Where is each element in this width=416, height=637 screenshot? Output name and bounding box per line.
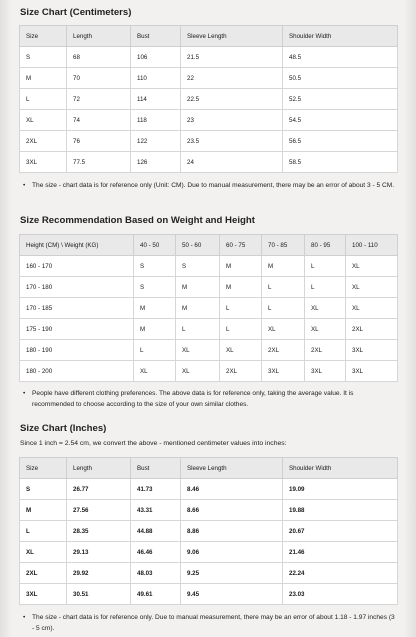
table-cell: 9.06 bbox=[181, 542, 283, 563]
col-header: 50 - 60 bbox=[176, 235, 220, 256]
recommendation-note-text: People have different clothing preferences. The above data is for reference only, taking the average value. It is recommended to choose according to the size of your own similar clothes. bbox=[32, 390, 354, 408]
table-cell: 29.92 bbox=[67, 563, 131, 584]
table-cell: L bbox=[305, 277, 346, 298]
table-cell: 72 bbox=[67, 89, 131, 110]
table-cell: L bbox=[134, 340, 176, 361]
table-row bbox=[20, 47, 398, 68]
table-cell: 21.46 bbox=[283, 542, 398, 563]
table-cell: 30.51 bbox=[67, 584, 131, 605]
col-header: 100 - 110 bbox=[346, 235, 398, 256]
table-cell: 58.5 bbox=[283, 152, 398, 173]
table-cell: 48.5 bbox=[283, 47, 398, 68]
table-cell: L bbox=[262, 298, 305, 319]
table-row bbox=[20, 479, 398, 500]
table-cell: 2XL bbox=[20, 563, 67, 584]
table-cell: 170 - 185 bbox=[20, 298, 134, 319]
table-cell: 2XL bbox=[305, 340, 346, 361]
table-cell: 68 bbox=[67, 47, 131, 68]
col-header: 70 - 85 bbox=[262, 235, 305, 256]
col-header: Bust bbox=[131, 458, 181, 479]
table-cell: 41.73 bbox=[131, 479, 181, 500]
table-cell: M bbox=[134, 298, 176, 319]
col-header: Sleeve Length bbox=[181, 458, 283, 479]
table-cell: L bbox=[305, 256, 346, 277]
inch-chart-title: Size Chart (Inches) bbox=[20, 423, 107, 434]
table-cell: 110 bbox=[131, 68, 181, 89]
table-row bbox=[20, 110, 398, 131]
table-cell: 9.25 bbox=[181, 563, 283, 584]
table-cell: S bbox=[134, 277, 176, 298]
table-row bbox=[20, 542, 398, 563]
table-cell: XL bbox=[176, 361, 220, 382]
bullet-icon: • bbox=[23, 390, 26, 397]
table-cell: L bbox=[20, 521, 67, 542]
table-cell: L bbox=[220, 298, 262, 319]
table-cell: L bbox=[20, 89, 67, 110]
cm-note-text: The size - chart data is for reference only (Unit: CM). Due to manual measurement, there may be an error of about 3 - 5 CM. bbox=[32, 182, 395, 189]
recommendation-table-body bbox=[20, 256, 398, 382]
col-header: 60 - 75 bbox=[220, 235, 262, 256]
table-cell: 22.5 bbox=[181, 89, 283, 110]
table-cell: M bbox=[220, 256, 262, 277]
table-cell: S bbox=[20, 479, 67, 500]
col-header: 40 - 50 bbox=[134, 235, 176, 256]
table-cell: 3XL bbox=[346, 361, 398, 382]
table-cell: 19.09 bbox=[283, 479, 398, 500]
table-cell: 114 bbox=[131, 89, 181, 110]
table-cell: 29.13 bbox=[67, 542, 131, 563]
table-cell: 56.5 bbox=[283, 131, 398, 152]
table-cell: 28.35 bbox=[67, 521, 131, 542]
table-row bbox=[20, 521, 398, 542]
table-cell: 3XL bbox=[20, 584, 67, 605]
table-row bbox=[20, 563, 398, 584]
table-row bbox=[20, 256, 398, 277]
table-cell: 122 bbox=[131, 131, 181, 152]
recommendation-note bbox=[24, 389, 396, 410]
table-cell: 160 - 170 bbox=[20, 256, 134, 277]
col-header: Length bbox=[67, 458, 131, 479]
table-cell: 43.31 bbox=[131, 500, 181, 521]
table-row bbox=[20, 298, 398, 319]
table-cell: 2XL bbox=[220, 361, 262, 382]
table-cell: 23 bbox=[181, 110, 283, 131]
col-header: Shoulder Width bbox=[283, 26, 398, 47]
table-cell: XL bbox=[20, 542, 67, 563]
table-cell: 27.56 bbox=[67, 500, 131, 521]
table-cell: M bbox=[220, 277, 262, 298]
table-cell: 3XL bbox=[20, 152, 67, 173]
table-cell: 76 bbox=[67, 131, 131, 152]
table-cell: 23.5 bbox=[181, 131, 283, 152]
table-cell: XL bbox=[220, 340, 262, 361]
table-cell: 118 bbox=[131, 110, 181, 131]
table-cell: 8.46 bbox=[181, 479, 283, 500]
table-cell: XL bbox=[176, 340, 220, 361]
table-cell: 2XL bbox=[346, 319, 398, 340]
table-cell: 44.88 bbox=[131, 521, 181, 542]
table-cell: XL bbox=[346, 298, 398, 319]
table-cell: 74 bbox=[67, 110, 131, 131]
table-cell: 46.46 bbox=[131, 542, 181, 563]
table-row bbox=[20, 89, 398, 110]
inch-size-table bbox=[19, 457, 398, 605]
table-cell: 8.66 bbox=[181, 500, 283, 521]
table-cell: 26.77 bbox=[67, 479, 131, 500]
table-cell: 24 bbox=[181, 152, 283, 173]
col-header: Length bbox=[67, 26, 131, 47]
table-cell: 106 bbox=[131, 47, 181, 68]
table-row bbox=[20, 152, 398, 173]
table-cell: 8.86 bbox=[181, 521, 283, 542]
table-header-row bbox=[20, 235, 398, 256]
table-cell: 170 - 180 bbox=[20, 277, 134, 298]
col-header: Size bbox=[20, 458, 67, 479]
table-header-row bbox=[20, 458, 398, 479]
cm-chart-title: Size Chart (Centimeters) bbox=[20, 7, 132, 18]
recommendation-table bbox=[19, 234, 398, 382]
table-cell: 3XL bbox=[305, 361, 346, 382]
table-cell: XL bbox=[20, 110, 67, 131]
table-row bbox=[20, 500, 398, 521]
table-cell: 49.61 bbox=[131, 584, 181, 605]
table-cell: M bbox=[20, 68, 67, 89]
table-cell: 180 - 200 bbox=[20, 361, 134, 382]
inch-table-body bbox=[20, 479, 398, 605]
table-cell: S bbox=[134, 256, 176, 277]
table-cell: 9.45 bbox=[181, 584, 283, 605]
cm-table-body bbox=[20, 47, 398, 173]
table-cell: XL bbox=[305, 319, 346, 340]
table-row bbox=[20, 277, 398, 298]
col-header: Size bbox=[20, 26, 67, 47]
table-cell: XL bbox=[346, 256, 398, 277]
table-cell: M bbox=[262, 256, 305, 277]
table-cell: 126 bbox=[131, 152, 181, 173]
table-cell: M bbox=[176, 277, 220, 298]
table-cell: 22.24 bbox=[283, 563, 398, 584]
table-cell: 21.5 bbox=[181, 47, 283, 68]
table-cell: L bbox=[220, 319, 262, 340]
col-header: Height (CM) \ Weight (KG) bbox=[20, 235, 134, 256]
table-row bbox=[20, 584, 398, 605]
table-cell: M bbox=[134, 319, 176, 340]
inch-note bbox=[24, 613, 396, 634]
table-cell: XL bbox=[134, 361, 176, 382]
table-cell: 50.5 bbox=[283, 68, 398, 89]
table-cell: 20.67 bbox=[283, 521, 398, 542]
recommendation-title: Size Recommendation Based on Weight and Height bbox=[20, 215, 255, 226]
table-cell: 22 bbox=[181, 68, 283, 89]
table-cell: 3XL bbox=[262, 361, 305, 382]
table-cell: 175 - 190 bbox=[20, 319, 134, 340]
table-header-row bbox=[20, 26, 398, 47]
table-cell: 52.5 bbox=[283, 89, 398, 110]
table-cell: 77.5 bbox=[67, 152, 131, 173]
table-cell: M bbox=[176, 298, 220, 319]
table-cell: 54.5 bbox=[283, 110, 398, 131]
table-row bbox=[20, 319, 398, 340]
table-row bbox=[20, 131, 398, 152]
table-cell: 19.88 bbox=[283, 500, 398, 521]
table-cell: 70 bbox=[67, 68, 131, 89]
bullet-icon: • bbox=[23, 182, 26, 189]
table-cell: XL bbox=[346, 277, 398, 298]
table-cell: 2XL bbox=[262, 340, 305, 361]
table-cell: 3XL bbox=[346, 340, 398, 361]
table-cell: 180 - 190 bbox=[20, 340, 134, 361]
table-row bbox=[20, 68, 398, 89]
col-header: Bust bbox=[131, 26, 181, 47]
table-cell: L bbox=[176, 319, 220, 340]
table-row bbox=[20, 361, 398, 382]
col-header: Shoulder Width bbox=[283, 458, 398, 479]
table-cell: L bbox=[262, 277, 305, 298]
table-cell: S bbox=[20, 47, 67, 68]
col-header: 80 - 95 bbox=[305, 235, 346, 256]
col-header: Sleeve Length bbox=[181, 26, 283, 47]
table-cell: 2XL bbox=[20, 131, 67, 152]
table-cell: XL bbox=[305, 298, 346, 319]
table-cell: 23.03 bbox=[283, 584, 398, 605]
cm-size-table bbox=[19, 25, 398, 173]
table-cell: M bbox=[20, 500, 67, 521]
table-cell: XL bbox=[262, 319, 305, 340]
bullet-icon: • bbox=[23, 614, 26, 621]
cm-note bbox=[24, 181, 396, 192]
table-row bbox=[20, 340, 398, 361]
table-cell: S bbox=[176, 256, 220, 277]
table-cell: 48.03 bbox=[131, 563, 181, 584]
inch-note-text: The size - chart data is for reference only. Due to manual measurement, there may be an error of about 1.18 - 1.97 inches (3 - 5 cm). bbox=[32, 614, 395, 632]
inch-chart-subtitle: Since 1 inch = 2.54 cm, we convert the above - mentioned centimeter values into inches: bbox=[20, 440, 287, 447]
